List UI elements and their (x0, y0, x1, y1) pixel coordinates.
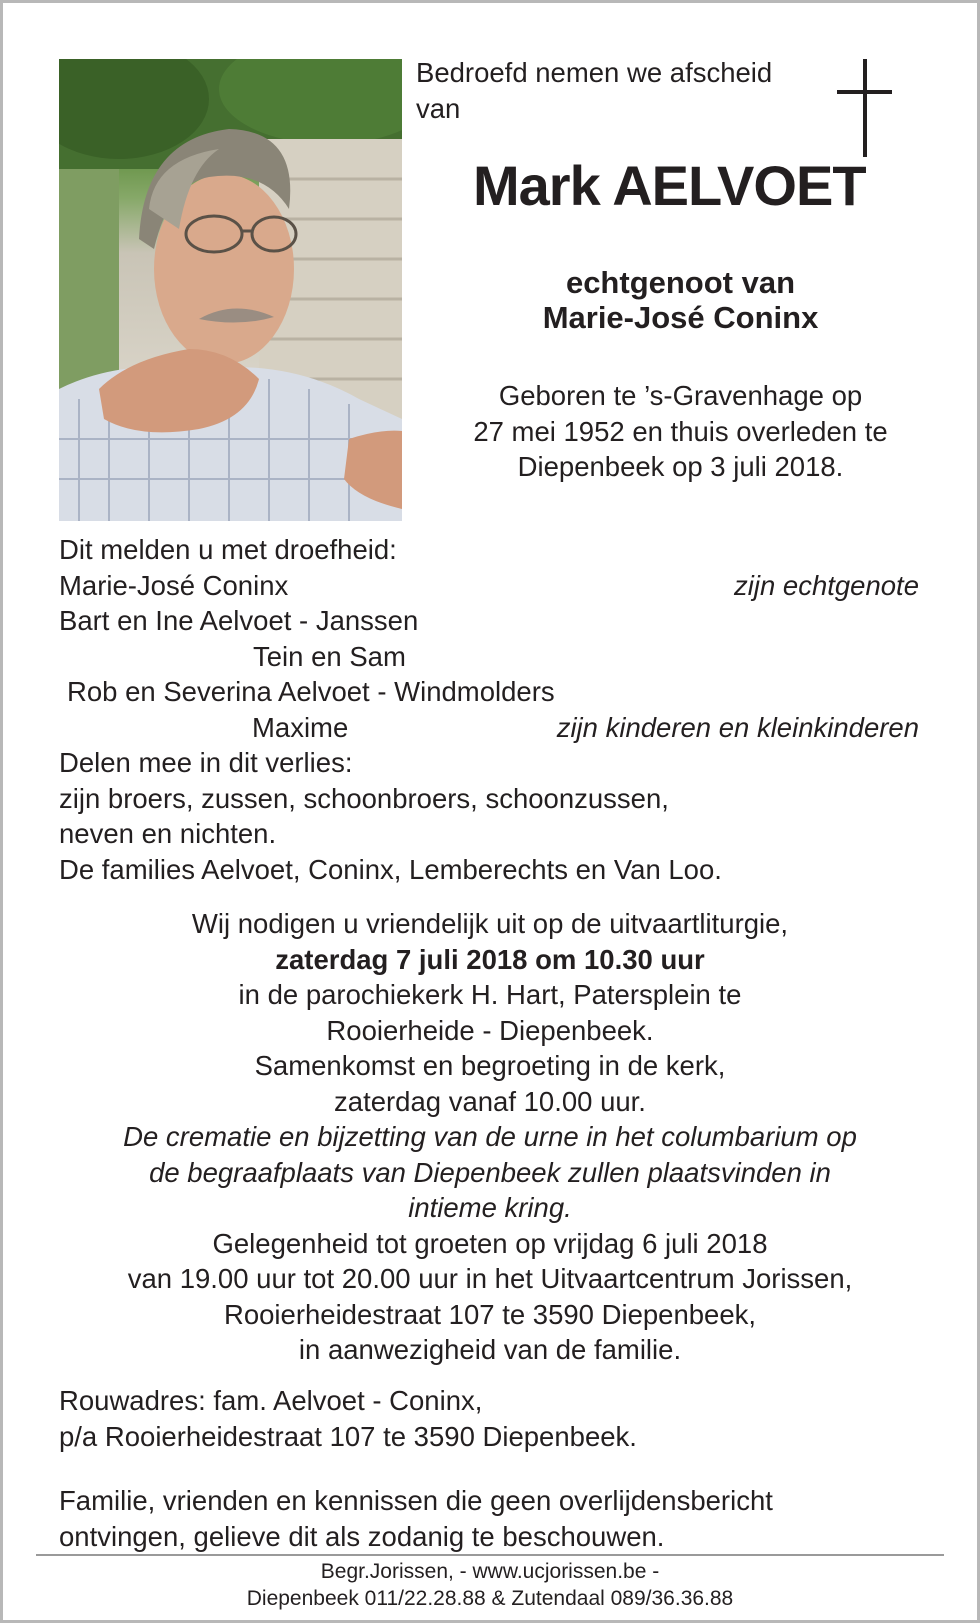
visit-line-2: van 19.00 uur tot 20.00 uur in het Uitvaartcentrum Jorissen, (127, 1263, 853, 1294)
family-intro: Dit melden u met droefheid: (59, 534, 397, 565)
funeral-invite: Wij nodigen u vriendelijk uit op de uitvaartliturgie, (191, 908, 789, 939)
footer-line-2: Diepenbeek 011/22.28.88 & Zutendaal 089/36.36.88 (246, 1587, 734, 1610)
visit-line-4: in aanwezigheid van de familie. (298, 1334, 682, 1365)
visit-line-3: Rooierheidestraat 107 te 3590 Diepenbeek, (223, 1298, 757, 1330)
gathering-line-2: zaterdag vanaf 10.00 uur. (334, 1085, 646, 1117)
child-2: Rob en Severina Aelvoet - Windmolders (67, 676, 555, 707)
cremation-line-3: intieme kring. (408, 1192, 572, 1223)
spouse-name: Marie-José Coninx (59, 569, 289, 601)
deceased-name: Mark AELVOET (473, 154, 866, 217)
gathering-line-1: Samenkomst en begroeting in de kerk, (254, 1050, 726, 1081)
footer-line-1: Begr.Jorissen, - www.ucjorissen.be - (320, 1560, 660, 1583)
birth-line-3: Diepenbeek op 3 juli 2018. (517, 451, 844, 482)
intro-line-2: van (416, 92, 461, 124)
mourning-address (59, 1383, 919, 1454)
share-line-3: De families Aelvoet, Coninx, Lemberechts en Van Loo. (59, 853, 722, 885)
children-role: zijn kinderen en kleinkinderen (556, 711, 919, 743)
spouse-block (423, 265, 938, 335)
address-line-2: p/a Rooierheidestraat 107 te 3590 Diepenbeek. (59, 1420, 637, 1452)
closing-line-2: ontvingen, gelieve dit als zodanig te beschouwen. (59, 1520, 665, 1552)
share-line-1: zijn broers, zussen, schoonbroers, schoonzussen, (59, 782, 669, 814)
closing-line-1: Familie, vrienden en kennissen die geen overlijdensbericht (59, 1485, 773, 1516)
funeral-datetime: zaterdag 7 juli 2018 om 10.30 uur (275, 943, 705, 975)
grandchildren-1: Tein en Sam (253, 640, 406, 672)
intro-text (416, 55, 856, 126)
intro-line-1: Bedroefd nemen we afscheid (416, 57, 773, 88)
cremation-line-1: De crematie en bijzetting van de urne in het columbarium op (123, 1121, 857, 1152)
funeral-section (43, 906, 937, 1368)
family-row-grandchildren-2 (59, 710, 919, 746)
cremation-line-2: de begraafplaats van Diepenbeek zullen plaatsvinden in (149, 1156, 831, 1188)
visit-line-1: Gelegenheid tot groeten op vrijdag 6 juli 2018 (212, 1227, 768, 1259)
birth-line-1: Geboren te ’s-Gravenhage op (498, 380, 863, 411)
address-line-1: Rouwadres: fam. Aelvoet - Coninx, (59, 1385, 483, 1416)
footer-divider (36, 1554, 944, 1556)
share-intro: Delen mee in dit verlies: (59, 747, 353, 778)
birth-line-2: 27 mei 1952 en thuis overleden te (473, 415, 888, 447)
child-1: Bart en Ine Aelvoet - Janssen (59, 605, 419, 636)
portrait-illustration (59, 59, 402, 521)
location-line-1: in de parochiekerk H. Hart, Patersplein te (238, 979, 742, 1010)
portrait-photo (59, 59, 402, 521)
family-row-spouse (59, 568, 919, 604)
closing-note (59, 1483, 929, 1554)
share-line-2: neven en nichten. (59, 818, 277, 849)
footer (36, 1558, 944, 1612)
location-line-2: Rooierheide - Diepenbeek. (326, 1014, 654, 1046)
spouse-role: zijn echtgenote (734, 569, 919, 601)
spouse-line-1: echtgenoot van (565, 265, 796, 300)
cross-icon (837, 59, 897, 159)
spouse-line-2: Marie-José Coninx (542, 300, 819, 335)
birth-death-block (423, 378, 938, 485)
grandchildren-2: Maxime (252, 711, 349, 743)
family-section (59, 532, 919, 887)
